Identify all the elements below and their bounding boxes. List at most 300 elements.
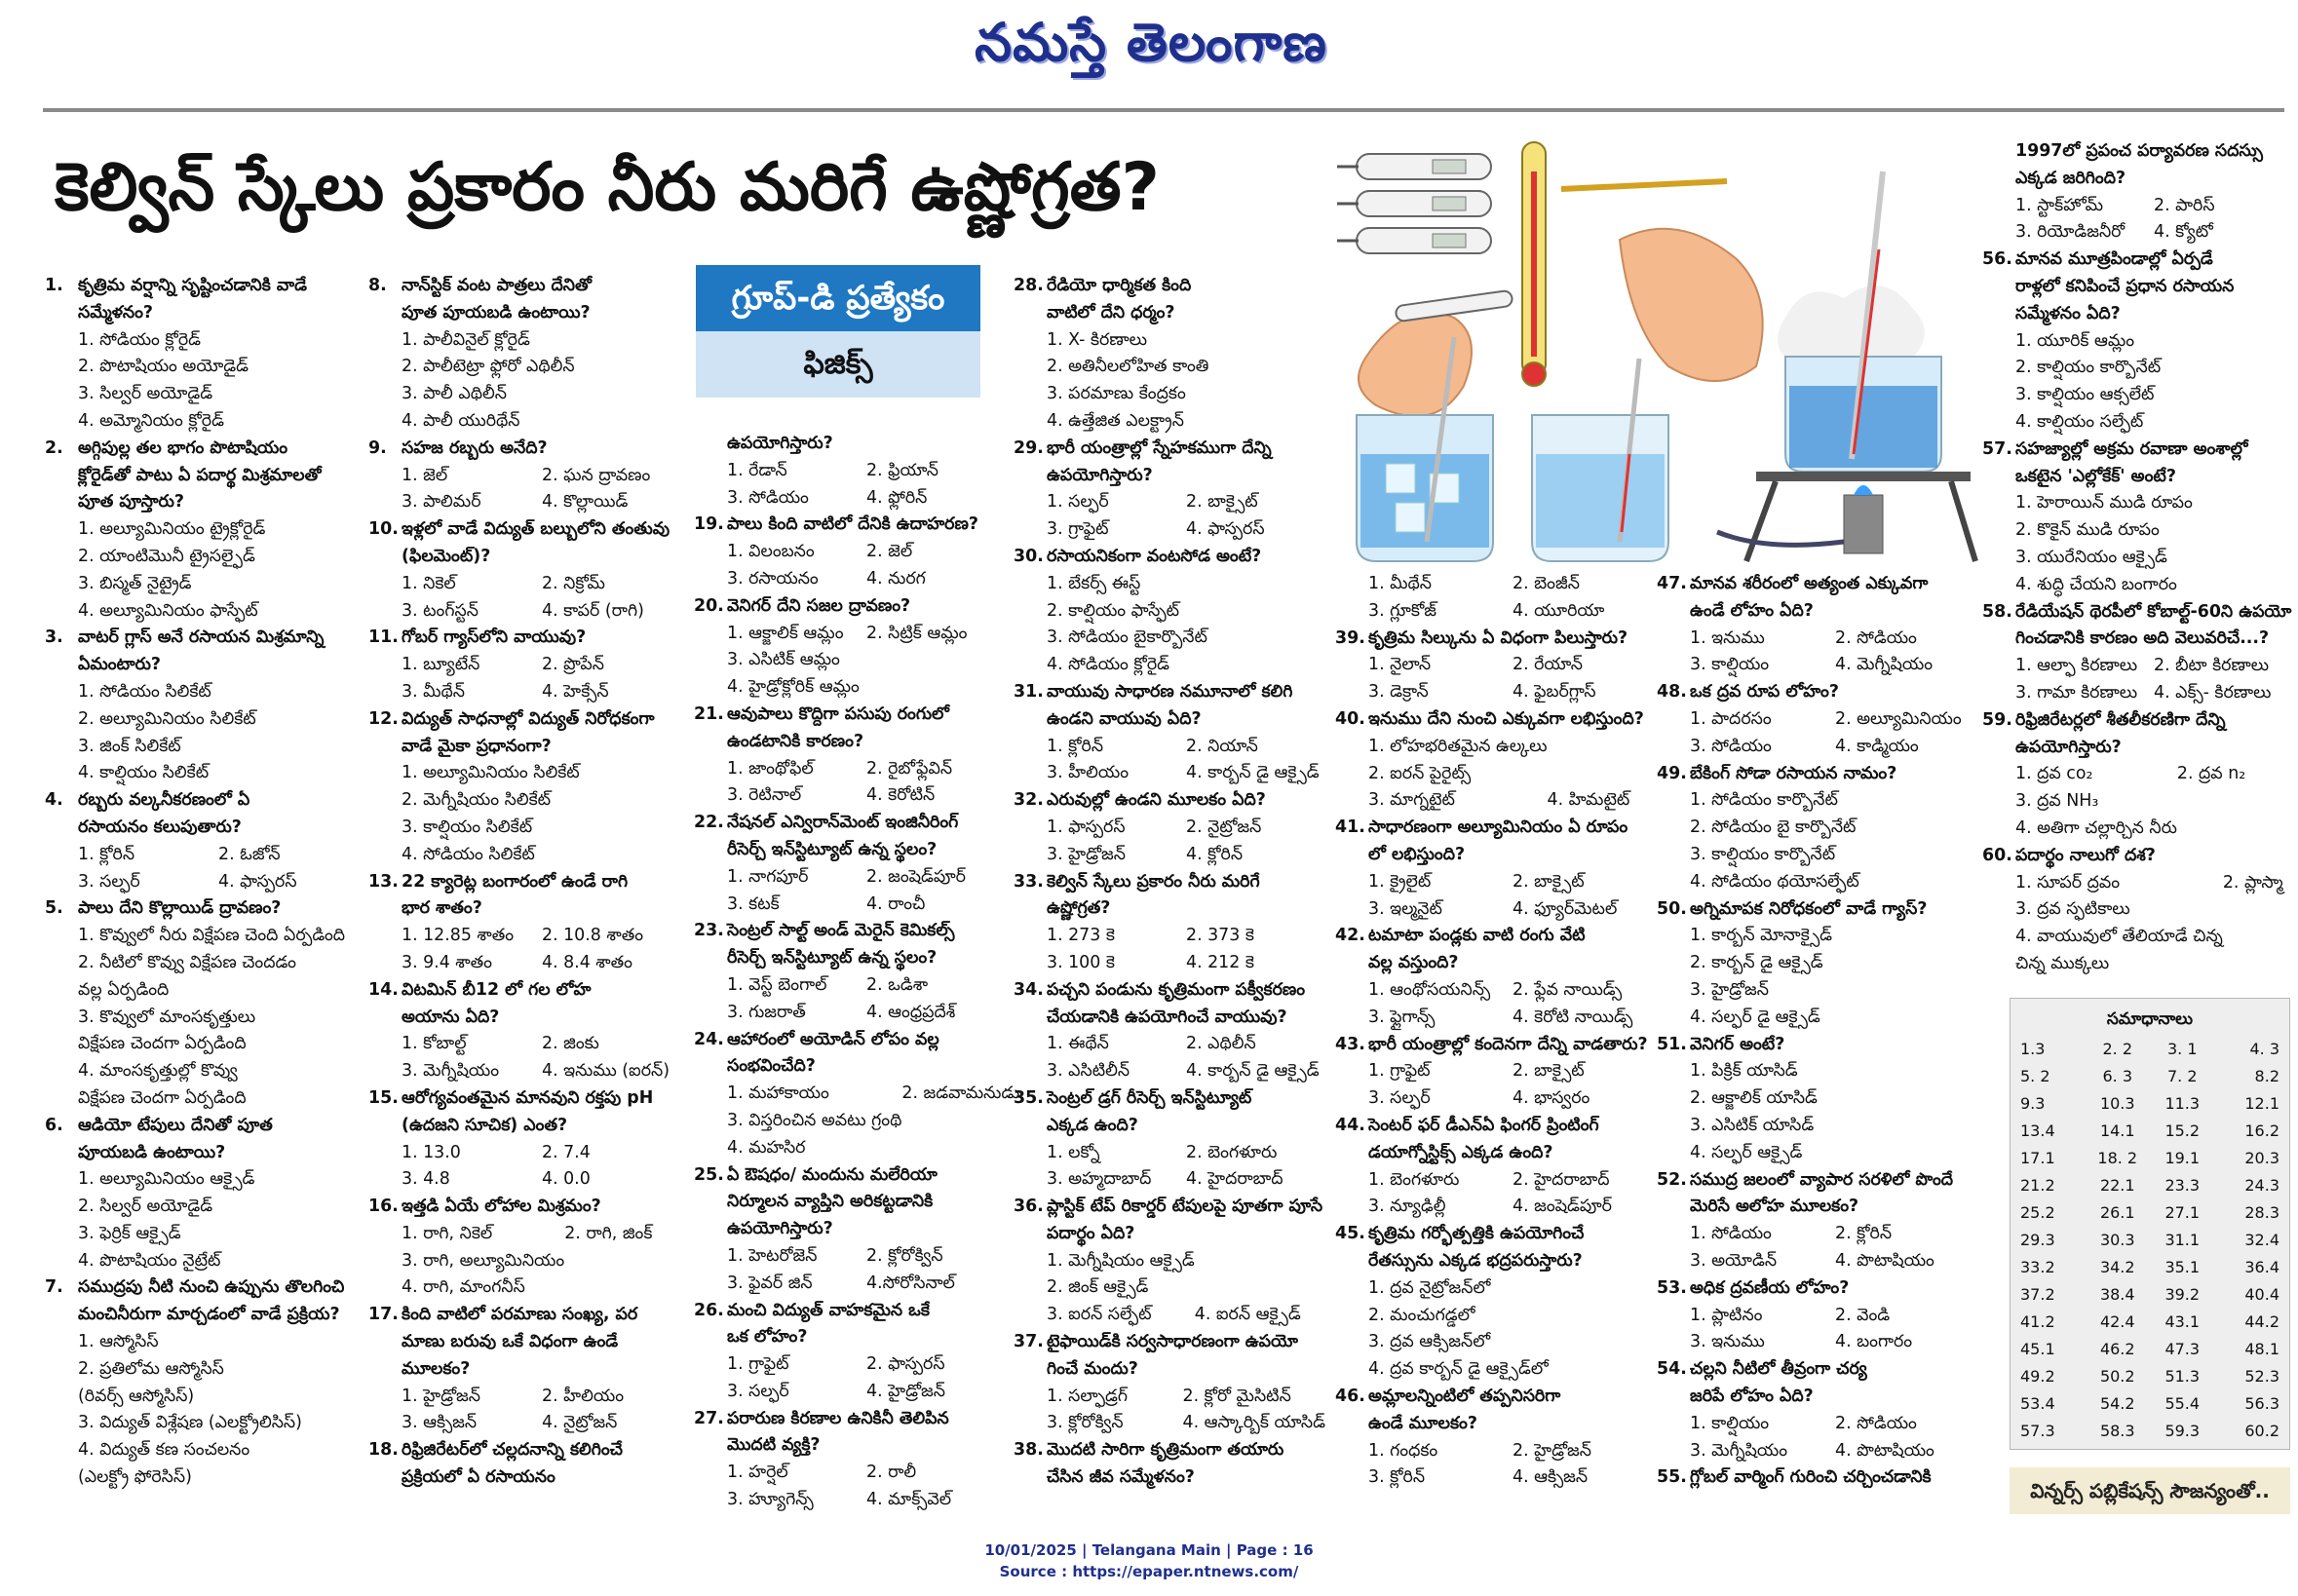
answer-option (2177, 788, 2292, 816)
question-number: 55. (1657, 1467, 1687, 1488)
answer-option: 4. పొటాషియం (1835, 1250, 1934, 1271)
answer-option: 2. ఆక్జాలిక్ యాసిడ్ (1690, 1088, 1818, 1109)
answer-options (1014, 327, 1325, 436)
answer-key-item: 33.2 (2020, 1258, 2055, 1276)
answer-option (564, 1274, 682, 1302)
answer-option: 1. క్లోరిన్ (1047, 736, 1104, 756)
question-line (368, 734, 682, 761)
answer-options (1657, 1221, 1980, 1275)
answer-option: 3. జింక్ సిలికేట్ (78, 736, 181, 756)
question-line (1657, 1194, 1980, 1221)
section-badge (696, 265, 980, 398)
answer-option: 1. ద్రవ co₂ (2015, 764, 2093, 784)
answer-option: 1. గ్రాఫైట్ (727, 1354, 789, 1375)
answer-options (1657, 1411, 1980, 1465)
answer-option: 3. 9.4 శాతం (402, 952, 492, 972)
question-line (1335, 1384, 1657, 1411)
answer-option: 2. ఒడిశా (866, 974, 929, 995)
answer-key-item: 19.1 (2164, 1149, 2201, 1167)
answer-key-item: 4. 3 (2249, 1040, 2279, 1058)
answer-options (1335, 1058, 1657, 1113)
question-line (368, 895, 682, 923)
question-text: వాయువు సాధారణ నమూనాలో కలిగి (1047, 681, 1293, 702)
answer-option (1549, 1329, 1657, 1356)
question-text: సమ్మేళనం? (78, 302, 154, 323)
answer-key-item: 41.2 (2020, 1312, 2055, 1331)
question-line (1014, 1464, 1325, 1492)
answer-option: 2. బీటా కిరణాలు (2154, 656, 2270, 676)
question-number (1982, 138, 2015, 166)
answer-option: 2. యాంటిమొనీ ట్రైసల్ఫైడ్ (78, 546, 255, 566)
answer-option: 2. ఎథిలీన్ (1186, 1034, 1256, 1054)
question-line (694, 837, 1006, 864)
answer-option: 2. 10.8 శాతం (542, 926, 644, 946)
question-text: టైఫాయిడ్‌కి సర్వసాధారణంగా ఉపయో (1047, 1332, 1298, 1352)
question-line (1982, 626, 2292, 653)
question-line (1335, 626, 1657, 653)
question-text: ఉండని వాయువు ఏది? (1047, 708, 1202, 729)
answer-key-item: 49.2 (2020, 1367, 2055, 1386)
question-text: కృత్రిమ వర్షాన్ని సృష్టించడానికి వాడే (78, 276, 307, 295)
answer-key-item: 5. 2 (2020, 1067, 2050, 1085)
answer-option: 1. పాదరసం (1690, 708, 1772, 729)
answer-option: 4. క్లోరిన్ (1186, 844, 1244, 864)
question-text: భారీ యంత్రాల్లో కందెనగా దేన్ని వాడతారు? (1368, 1034, 1648, 1054)
question-text: జరిపే లోహం ఏది? (1690, 1386, 1814, 1406)
question-text: రేడియేషన్ థెరపీలో కోబాల్ట్-60ని ఉపయో (2015, 601, 2292, 622)
question-number (1014, 1005, 1047, 1032)
question-number (694, 729, 727, 756)
question-number: 38. (1014, 1440, 1044, 1461)
answer-option: 3. రసాయనం (727, 568, 819, 589)
question-line (45, 273, 359, 300)
question-column-2 (368, 273, 682, 1493)
answer-key-item: 30.3 (2099, 1231, 2135, 1249)
question-line (1014, 1085, 1325, 1113)
question-text: సెంట్రల్ సాల్ట్ అండ్ మెరైన్ కెమికల్స్ (727, 921, 955, 941)
question-line (368, 1005, 682, 1032)
answer-key-item: 7. 2 (2166, 1067, 2198, 1085)
question-number: 16. (368, 1197, 399, 1217)
answer-option: 2. మంచుగడ్డలో (1368, 1305, 1475, 1325)
answer-option: 2. కాల్షియం ఫాస్ఫేట్ (1047, 600, 1180, 621)
footer-source-link[interactable]: Source : https://epaper.ntnews.com/ (999, 1563, 1299, 1580)
question-line (1982, 301, 2292, 328)
answer-option: 3. కాల్షియం కార్బొనేట్ (1690, 844, 1836, 864)
answer-option: 1. నాగపూర్ (727, 866, 809, 887)
question-number (1014, 300, 1047, 327)
answer-option: 1. నైలాన్ (1368, 655, 1432, 675)
question-number: 6. (45, 1115, 63, 1135)
question-line (1014, 1221, 1325, 1248)
question-text: అగ్గిపుల్ల తల భాగం పొటాషియం (78, 437, 288, 458)
answer-option: 1. విలంబనం (727, 542, 815, 562)
question-text: మానవ శరీరంలో అత్యంత ఎక్కువగా (1690, 574, 1929, 593)
question-column-1 (45, 273, 359, 1493)
answer-option: 3. ఎసిటిలీన్ (1047, 1061, 1130, 1082)
question-line (1014, 1356, 1325, 1384)
answer-key-item: 3. 1 (2166, 1040, 2198, 1058)
answer-option: 2. రేయాన్ (1513, 655, 1583, 675)
answer-key-item: 37.2 (2020, 1285, 2055, 1304)
answer-options (1657, 923, 1980, 1031)
question-text: రసాయనికంగా వంటసోడ అంటే? (1047, 546, 1262, 566)
answer-key-box (2010, 998, 2290, 1450)
question-line (368, 544, 682, 571)
answer-options (1982, 328, 2292, 437)
answer-key-item: 22.1 (2099, 1176, 2135, 1195)
answer-option: 4. ఆక్సిజన్ (1513, 1467, 1589, 1488)
question-number (1982, 464, 2015, 491)
answer-option: 3. కొవ్వులో మాంసకృత్తులు (78, 1007, 256, 1027)
answer-option: 3. హైడ్రోజన్ (1047, 844, 1126, 864)
answer-option: 3. గ్లూకోజ్ (1368, 600, 1437, 621)
answer-option: 4. శుద్ధి చేయని బంగారం (2015, 574, 2177, 594)
answer-options (45, 327, 359, 436)
answer-key-item: 44.2 (2244, 1312, 2279, 1331)
answer-option: 2. క్లోరోక్విన్ (866, 1245, 943, 1266)
question-line (368, 1464, 682, 1492)
question-line (1657, 1356, 1980, 1384)
question-number: 51. (1657, 1034, 1687, 1054)
answer-key-item: 51.3 (2164, 1367, 2201, 1386)
answer-option: 1. గ్రాఫైట్ (1368, 1061, 1431, 1082)
answer-key-item: 11.3 (2164, 1094, 2201, 1113)
question-number (1014, 463, 1047, 490)
answer-options (1335, 652, 1657, 706)
answer-option: 2. సిట్రిక్ ఆమ్లం (866, 623, 968, 643)
question-number (368, 1464, 402, 1492)
question-text: సంభవించేది? (727, 1056, 816, 1077)
question-number: 52. (1657, 1169, 1687, 1190)
answer-key-item: 43.1 (2164, 1312, 2201, 1331)
answer-option: 1. మహాకాయం (727, 1083, 829, 1104)
question-line (694, 431, 1006, 458)
question-text: ఉష్ణోగ్రత? (1047, 898, 1111, 919)
answer-option: 2. సోడియం (1835, 627, 1917, 648)
question-number: 18. (368, 1440, 399, 1461)
question-text: రసాయనం కలుపుతారు? (78, 817, 242, 837)
answer-option: 4. ఉత్తేజిత ఎలక్ట్రాన్ (1047, 410, 1184, 431)
question-number: 20. (694, 595, 724, 616)
answer-key-item: 9.3 (2020, 1094, 2046, 1113)
question-text: పూత పూస్తారు? (78, 492, 184, 513)
answer-option (1549, 1303, 1657, 1330)
answer-key-item: 52.3 (2244, 1367, 2279, 1386)
question-column-4 (1014, 273, 1325, 1493)
question-line (368, 1302, 682, 1329)
answer-option (1195, 1274, 1325, 1302)
question-line (1014, 1437, 1325, 1464)
question-number: 60. (1982, 845, 2012, 865)
question-number (1335, 1248, 1368, 1275)
question-text: రిఫ్రిజిరేటర్లలో శీతలీకరణిగా దేన్ని (2015, 709, 2226, 730)
question-line (694, 918, 1006, 945)
question-line (1014, 300, 1325, 327)
answer-key-item: 60.2 (2244, 1422, 2279, 1440)
answer-key-item: 17.1 (2020, 1149, 2055, 1167)
answer-key-item: 40.4 (2244, 1285, 2279, 1304)
answer-option: 1. కార్బన్ మోనాక్సైడ్ (1690, 926, 1833, 946)
question-text: సహజ రబ్బరు అనేది? (402, 437, 548, 458)
answer-option (866, 674, 1006, 702)
answer-option: 2. నైట్రోజన్ (1186, 817, 1262, 837)
answer-option: 2. అల్యూమినియం సిలికేట్ (78, 708, 256, 729)
answer-option: 1. ఆల్ఫా కిరణాలు (2015, 656, 2138, 676)
question-text: (ఉదజని సూచిక) ఎంత? (402, 1115, 568, 1135)
question-line (1335, 1248, 1657, 1275)
answer-option: 1. ఇనుము (1690, 627, 1765, 648)
question-number (45, 489, 78, 516)
answer-option: 4. సోడియం సిలికేట్ (402, 844, 535, 864)
answer-option: 3. సోడియం (727, 487, 809, 508)
answer-option: 3. ద్రవ ఆక్సిజన్‌లో (1368, 1332, 1491, 1352)
answer-option: 1. వెస్ట్ బెంగాల్ (727, 974, 827, 995)
answer-option: 2. ఘన ద్రావణం (542, 465, 651, 485)
answer-option: 2. ఫ్రియాన్ (866, 460, 939, 480)
question-number (1014, 895, 1047, 923)
answer-option: 1. క్రైలైట్ (1368, 871, 1432, 892)
answer-option: 1. హెరాయిన్ ముడి రూపం (2015, 493, 2193, 513)
question-number (1657, 1384, 1690, 1411)
answer-option: 1. సూపర్ ద్రవం (2015, 872, 2121, 893)
answer-option: 3. అయోడిన్ (1690, 1250, 1778, 1271)
question-number: 29. (1014, 437, 1044, 458)
question-line (694, 945, 1006, 972)
question-number: 30. (1014, 546, 1044, 566)
answer-key-item: 25.2 (2020, 1203, 2055, 1222)
answer-option: 3. పాలీ ఎథిలీన్ (402, 384, 507, 404)
answer-option: 2. జంషెడ్‌పూర్ (866, 866, 966, 887)
answer-option: 4. ఫ్యూర్‌మెటల్ (1513, 898, 1618, 919)
answer-key-item: 16.2 (2244, 1121, 2279, 1140)
answer-option: 4. ఇనుము (ఐరన్) (542, 1061, 670, 1082)
answer-option: 4. పొటాషియం (1835, 1440, 1934, 1461)
question-number: 7. (45, 1277, 63, 1298)
question-text: ఆడియో టేపులు దేనితో పూత (78, 1115, 273, 1135)
answer-key-item: 1.3 (2020, 1040, 2046, 1058)
answer-option: 1. బేకర్స్ ఈస్ట్ (1047, 573, 1141, 593)
question-number: 45. (1335, 1224, 1365, 1244)
answer-options (694, 756, 1006, 811)
answer-option: 2. రైబోఫ్లేవిన్ (866, 758, 953, 779)
question-text: గించడానికి కారణం అది వెలువరిచే...? (2015, 628, 2270, 649)
question-number (1335, 1140, 1368, 1167)
answer-option: విక్షేపణ చెందగా ఏర్పడింది (78, 1034, 247, 1054)
question-text: పరారుణ కిరణాల ఉనికినీ తెలిపిన (727, 1408, 949, 1428)
question-text: మంచినీరుగా మార్చడంలో వాడే ప్రక్రియ? (78, 1305, 340, 1325)
question-text: రబ్బరు వల్కనీకరణంలో ఏ (78, 790, 250, 811)
answer-option: 4. నురగ (866, 568, 926, 589)
answer-option: 3. సల్ఫర్ (1368, 1088, 1431, 1109)
question-text: రీసెర్చ్ ఇన్‌స్టిట్యూట్ ఉన్న స్థలం? (727, 839, 938, 859)
answer-option: 3. రాగి, అల్యూమినియం (402, 1250, 565, 1271)
answer-option: 4. రాంచీ (866, 893, 926, 914)
answer-options (694, 972, 1006, 1027)
question-number: 42. (1335, 926, 1365, 946)
question-line (45, 1113, 359, 1140)
answer-option: 3. విద్యుత్ విశ్లేషణ (ఎలక్ట్రోలిసిస్) (78, 1413, 302, 1433)
answer-option: 2. సోడియం బై కార్బొనేట్ (1690, 817, 1857, 838)
answer-option: 1. పాలీవినైల్ క్లోరైడ్ (402, 329, 530, 350)
answer-option: 4. ఆంధ్రప్రదేశ్ (866, 1002, 956, 1022)
answer-option: 2. పారిస్ (2154, 195, 2215, 215)
answer-options (1657, 787, 1980, 895)
question-line (1335, 706, 1657, 734)
answer-option: 1. స్టాక్‌హోమ్ (2015, 195, 2104, 215)
answer-option: 2. కాల్షియం కార్బొనేట్ (2015, 358, 2162, 378)
answer-options (368, 463, 682, 517)
answer-key-item: 32.4 (2244, 1231, 2279, 1249)
question-text: పూత పూయబడి ఉంటాయి? (402, 302, 591, 323)
question-number (694, 945, 727, 972)
answer-option: 3. హీలియం (1047, 763, 1130, 783)
answer-option: 1. ఈథేన్ (1047, 1034, 1109, 1054)
question-number (694, 1324, 727, 1351)
answer-option: 3. 100 కె (1047, 952, 1115, 972)
answer-option (1548, 761, 1657, 788)
answer-option: 3. సల్ఫర్ (78, 871, 140, 892)
question-number: 2. (45, 437, 63, 458)
question-text: మానవ మూత్రపిండాల్లో ఏర్పడే (2015, 249, 2213, 270)
answer-option: 1. నికెల్ (402, 573, 456, 593)
newspaper-logo[interactable]: నమస్తే తెలంగాణ (975, 11, 1327, 73)
answer-option: 1. సోడియం సిలికేట్ (78, 681, 211, 702)
answer-option: 4. నైట్రోజన్ (542, 1413, 618, 1433)
answer-options (694, 539, 1006, 593)
answer-option: 4. హిమటైట్ (1547, 790, 1630, 811)
question-text: చల్లని నీటిలో తీవ్రంగా చర్య (1690, 1359, 1867, 1380)
answer-options (1982, 653, 2292, 707)
answer-options (1657, 1058, 1980, 1166)
question-line (1014, 1194, 1325, 1221)
question-line (1335, 815, 1657, 842)
question-line (45, 300, 359, 327)
badge-group-d: గ్రూప్-డి ప్రత్యేకం (696, 265, 980, 331)
question-number: 24. (694, 1029, 724, 1049)
answer-option: 1. లక్నో (1047, 1142, 1100, 1162)
question-text: మంచి విద్యుత్ వాహకమైన ఒకే (727, 1300, 930, 1320)
answer-option: 3. హైడ్రోజన్ (1690, 979, 1769, 1000)
answer-option: 2. ఓజోన్ (218, 844, 281, 864)
answer-option: 4. ద్రవ కార్బన్ డై ఆక్సైడ్‌లో (1368, 1359, 1549, 1380)
question-line (1335, 1411, 1657, 1438)
answer-options (694, 1243, 1006, 1298)
question-number: 9. (368, 437, 387, 458)
question-number: 44. (1335, 1115, 1365, 1135)
question-line (1657, 598, 1980, 626)
answer-options (1982, 490, 2292, 598)
answer-options (1014, 489, 1325, 544)
question-line (1982, 843, 2292, 870)
question-line (1657, 1167, 1980, 1195)
answer-option: 3. కటక్ (727, 893, 780, 914)
answer-option: 2. జెల్ (866, 542, 913, 562)
question-number: 37. (1014, 1332, 1044, 1352)
question-line (694, 1406, 1006, 1433)
answer-key-item: 48.1 (2244, 1340, 2279, 1358)
question-text: వాటర్ గ్లాస్ అనే రసాయన మిశ్రమాన్ని (78, 627, 325, 648)
question-line (1657, 1384, 1980, 1411)
question-text: గించే మందు? (1047, 1358, 1138, 1379)
question-number: 43. (1335, 1034, 1365, 1054)
question-number: 22. (694, 813, 724, 833)
masthead (0, 0, 2298, 107)
question-line (1657, 1464, 1980, 1492)
answer-option: 3. గ్రాఫైట్ (1047, 519, 1109, 540)
answer-option: 1. 273 కె (1047, 926, 1115, 946)
answer-option: 2. ప్రొపేన్ (542, 655, 604, 675)
answer-options (1982, 870, 2292, 978)
question-text: పాలు దేని కొల్లాయిడ్ ద్రావణం? (78, 898, 282, 919)
answer-option: 2. బాక్సైట్ (1186, 492, 1258, 513)
answer-options (1014, 571, 1325, 679)
question-text: మొదటి వ్యక్తి? (727, 1435, 821, 1456)
question-line (368, 516, 682, 544)
question-text: ఇళ్లలో వాడే విద్యుత్ బల్బులోని తంతువు (402, 519, 670, 540)
question-text: క్లోరైడ్‌తో పాటు ఏ పదార్థ మిశ్రమాలతో (78, 465, 322, 485)
question-line (1014, 706, 1325, 734)
question-text: సాధారణంగా అల్యూమినియం ఏ రూపం (1368, 817, 1628, 838)
answer-option: 2. బెంగళూరు (1186, 1142, 1278, 1162)
question-number: 36. (1014, 1197, 1044, 1217)
answer-key-item: 21.2 (2020, 1176, 2055, 1195)
answer-option: 1. 13.0 (402, 1142, 461, 1162)
question-number: 57. (1982, 438, 2012, 459)
question-text: వెనిగర్ అంటే? (1690, 1034, 1785, 1054)
question-number (368, 734, 402, 761)
question-line (368, 869, 682, 896)
question-number (45, 300, 78, 327)
answer-option: 2. కార్బన్ డై ఆక్సైడ్ (1690, 953, 1823, 973)
answer-option: 4. ఫ్లోరిన్ (866, 487, 928, 508)
answer-option: 1. సల్ఫర్ (1047, 492, 1109, 513)
question-number (45, 815, 78, 842)
answer-options (45, 1166, 359, 1274)
question-text: (ఫిలమెంట్)? (402, 546, 491, 566)
question-text: ఉపయోగిస్తారు? (727, 1219, 833, 1239)
question-text: రాళ్లలో కనిపించే ప్రధాన రసాయన (2015, 276, 2235, 296)
answer-options (45, 842, 359, 896)
question-number: 17. (368, 1305, 399, 1325)
answer-option: 3. న్యూఢిల్లీ (1368, 1197, 1446, 1217)
answer-options (1335, 977, 1657, 1032)
answer-option: 4. క్యోటో (2154, 222, 2213, 243)
question-number (694, 1432, 727, 1460)
answer-option: 4. కార్బన్ డై ఆక్సైడ్ (1186, 1061, 1320, 1082)
question-number (45, 463, 78, 490)
answer-key-item: 39.2 (2164, 1285, 2201, 1304)
answer-option: 3. క్లోరోక్విన్ (1047, 1413, 1124, 1433)
question-text: ఇనుము దేని నుంచి ఎక్కువగా లభిస్తుంది? (1368, 708, 1644, 729)
answer-key-item: 24.3 (2244, 1176, 2279, 1195)
question-text: ఒకటైన 'ఎల్లోకేక్' అంటే? (2015, 466, 2176, 486)
answer-option: 4. సోడియం థయోసల్ఫేట్ (1690, 871, 1859, 892)
question-number (45, 1140, 78, 1167)
answer-option: 1. బెంగళూరు (1368, 1169, 1460, 1190)
question-text: డయాగ్నోస్టిక్స్ ఎక్కడ ఉంది? (1368, 1142, 1553, 1162)
answer-option: 1. లోహభరితమైన ఉల్కలు (1368, 736, 1548, 756)
answer-option: 4. విద్యుత్ కణ సంచలనం (78, 1440, 250, 1461)
answer-option: 2. ద్రవ n₂ (2176, 764, 2246, 784)
question-line (45, 652, 359, 679)
answer-option: 1. సోడియం కార్బొనేట్ (1690, 790, 1838, 811)
question-line (1982, 437, 2292, 464)
question-text: ఏ ఔషధం/ మందును మలేరియా (727, 1164, 938, 1185)
answer-option: 4. సోడియం క్లోరైడ్ (1047, 655, 1170, 675)
question-line (694, 593, 1006, 621)
answer-option: 4. హైదరాబాద్ (1186, 1169, 1283, 1190)
